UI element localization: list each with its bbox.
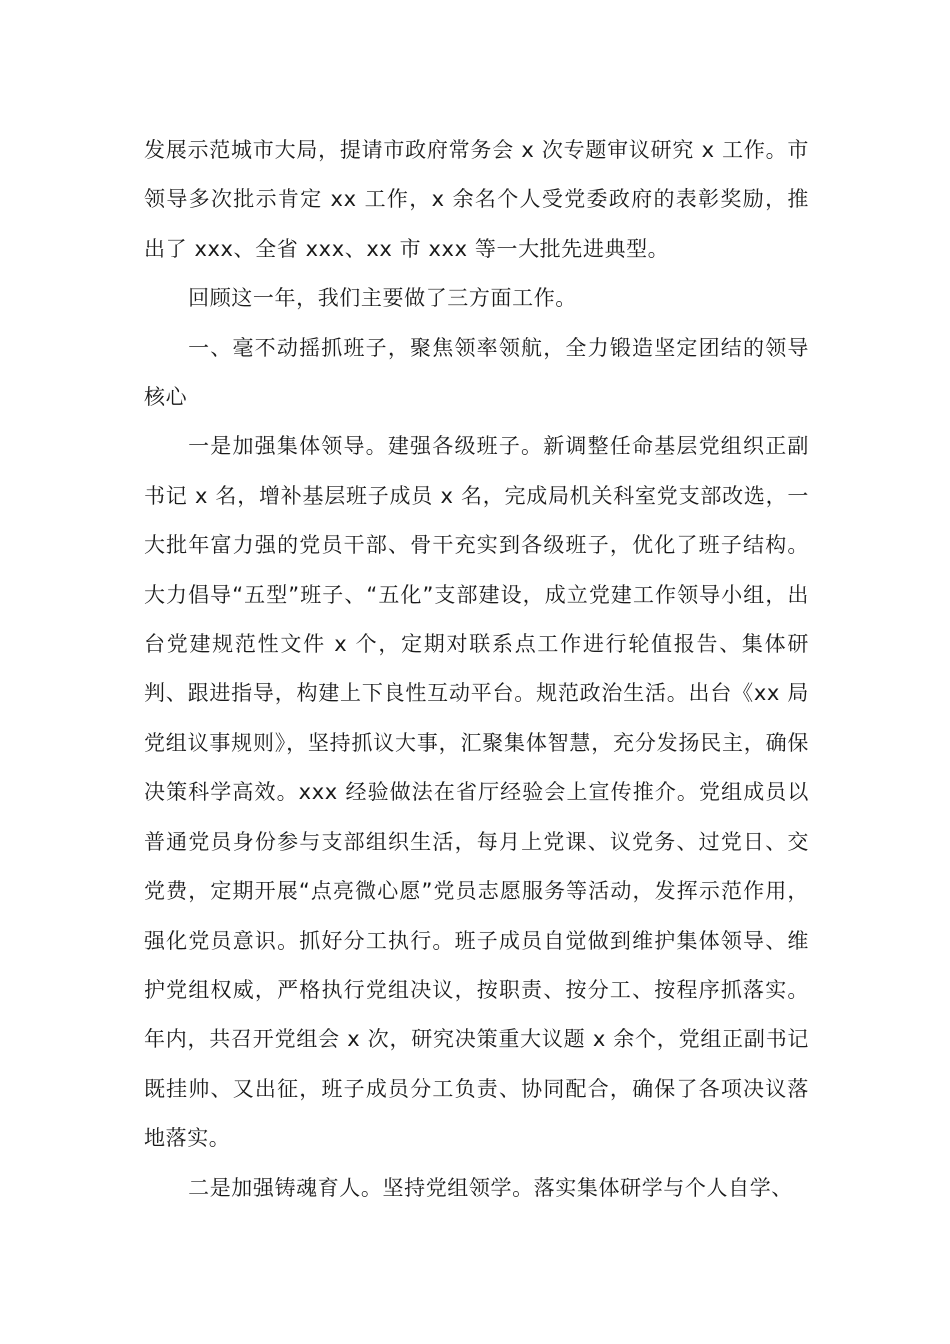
paragraph-1: 发展示范城市大局，提请市政府常务会 x 次专题审议研究 x 工作。市领导多次批示肯定 xx 工作，x 余名个人受党委政府的表彰奖励，推出了 xxx、全省 xxx、xx 市 xxx 等一大批先进典型。	[144, 138, 809, 261]
paragraph-2: 回顾这一年，我们主要做了三方面工作。	[188, 286, 577, 311]
document-body	[144, 126, 809, 1213]
paragraph-4: 二是加强铸魂育人。坚持党组领学。落实集体研学与个人自学、	[188, 1175, 793, 1200]
paragraph-3: 一是加强集体领导。建强各级班子。新调整任命基层党组织正副书记 x 名，增补基层班子成员 x 名，完成局机关科室党支部改选，一大批年富力强的党员干部、骨干充实到各级班子，优化了班子结构。大力倡导“五型”班子、“五化”支部建设，成立党建工作领导小组，出台党建规范性文件 x 个，定期对联系点工作进行轮值报告、集体研判、跟进指导，构建上下良性互动平台。规范政治生活。出台《xx 局党组议事规则》，坚持抓议大事，汇聚集体智慧，充分发扬民主，确保决策科学高效。xxx 经验做法在省厅经验会上宣传推介。党组成员以普通党员身份参与支部组织生活，每月上党课、议党务、过党日、交党费，定期开展“点亮微心愿”党员志愿服务等活动，发挥示范作用，强化党员意识。抓好分工执行。班子成员自觉做到维护集体领导、维护党组权威，严格执行党组决议，按职责、按分工、按程序抓落实。年内，共召开党组会 x 次，研究决策重大议题 x 余个，党组正副书记既挂帅、又出征，班子成员分工负责、协同配合，确保了各项决议落地落实。	[144, 434, 809, 1151]
section-heading-1: 一、毫不动摇抓班子，聚焦领率领航，全力锻造坚定团结的领导核心	[144, 335, 809, 410]
